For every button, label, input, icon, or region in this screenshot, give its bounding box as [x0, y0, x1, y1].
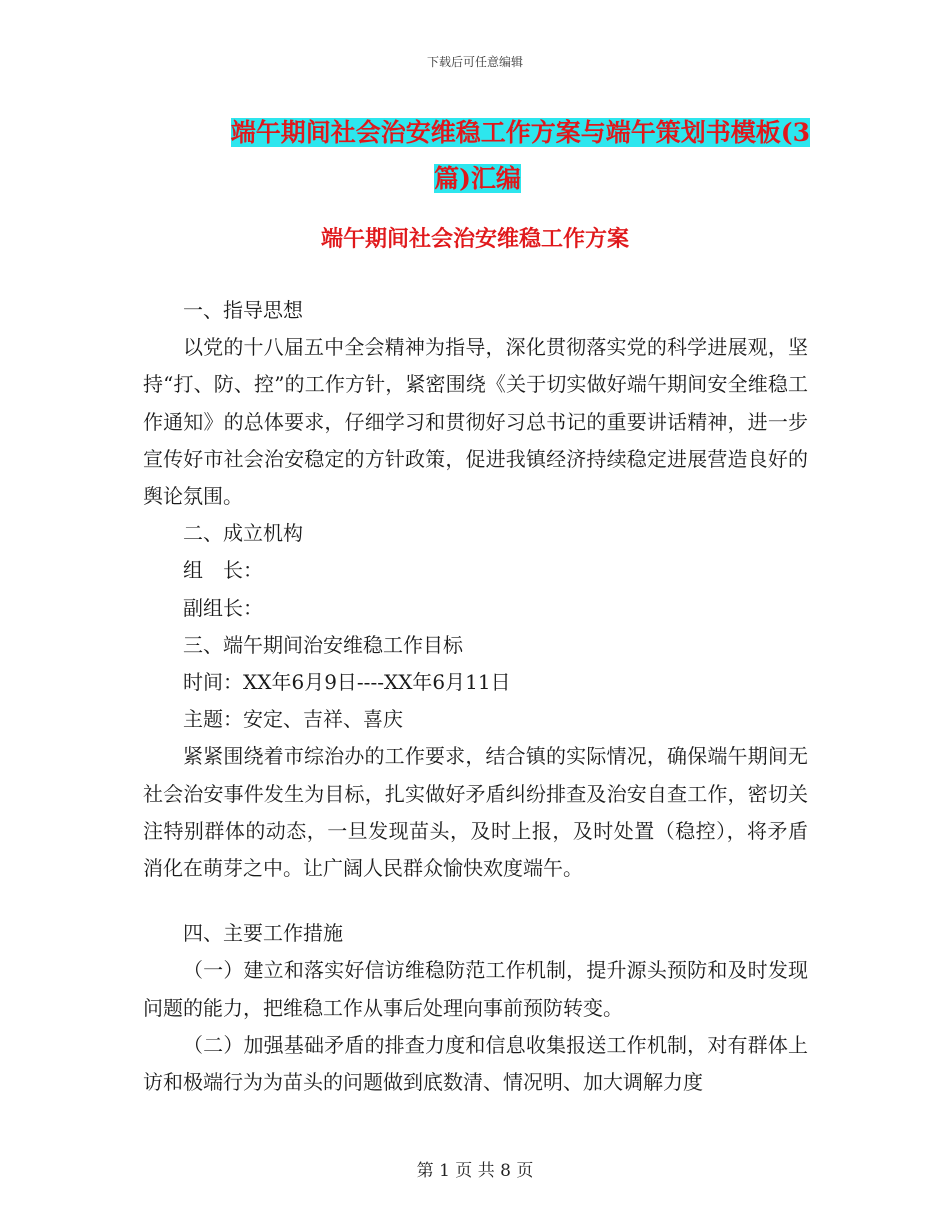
deputy-leader-line: 副组长： [183, 595, 263, 620]
paragraph: （二）加强基础矛盾的排查力度和信息收集报送工作机制，对有群体上访和极端行为为苗头的问题做到底数清、情况明、加大调解力度 [143, 1032, 808, 1095]
page-header-note: 下载后可任意编辑 [426, 55, 523, 69]
heading-guiding-thought: 一、指导思想 [183, 298, 303, 322]
paragraph: 以党的十八届五中全会精神为指导，深化贯彻落实党的科学进展观，坚持“打、防、控”的工作方针，紧密围绕《关于切实做好端午期间安全维稳工作通知》的总体要求，仔细学习和贯彻好习总书记的重要讲话精神，进一步宣传好市社会治安稳定的方针政策，促进我镇经济持续稳定进展营造良好的舆论氛围。 [143, 335, 808, 509]
page-number: 第 1 页 共 8 页 [416, 1161, 534, 1181]
paragraph: （一）建立和落实好信访维稳防范工作机制，提升源头预防和及时发现问题的能力，把维稳工作从事后处理向事前预防转变。 [143, 958, 808, 1020]
leader-line: 组 长： [183, 558, 263, 583]
section-title: 端午期间社会治安维稳工作方案 [320, 226, 629, 252]
title-line-2: 篇)汇编 [434, 164, 521, 193]
title-line-1: 端午期间社会治安维稳工作方案与端午策划书模板(3 [230, 118, 810, 147]
document-body [143, 292, 808, 1101]
document-title [145, 110, 810, 202]
heading-work-goals: 三、端午期间治安维稳工作目标 [183, 632, 463, 657]
heading-main-measures: 四、主要工作措施 [183, 921, 343, 946]
theme-line: 主题：安定、吉祥、喜庆 [183, 707, 403, 732]
paragraph: 紧紧围绕着市综治办的工作要求，结合镇的实际情况，确保端午期间无社会治安事件发生为目标，扎实做好矛盾纠纷排查及治安自查工作，密切关注特别群体的动态，一旦发现苗头，及时上报，及时处置（稳控），将矛盾消化在萌芽之中。让广阔人民群众愉快欢度端午。 [143, 744, 808, 881]
time-line: 时间：XX年6月9日----XX年6月11日 [183, 670, 511, 695]
heading-establish-organization: 二、成立机构 [183, 521, 303, 546]
